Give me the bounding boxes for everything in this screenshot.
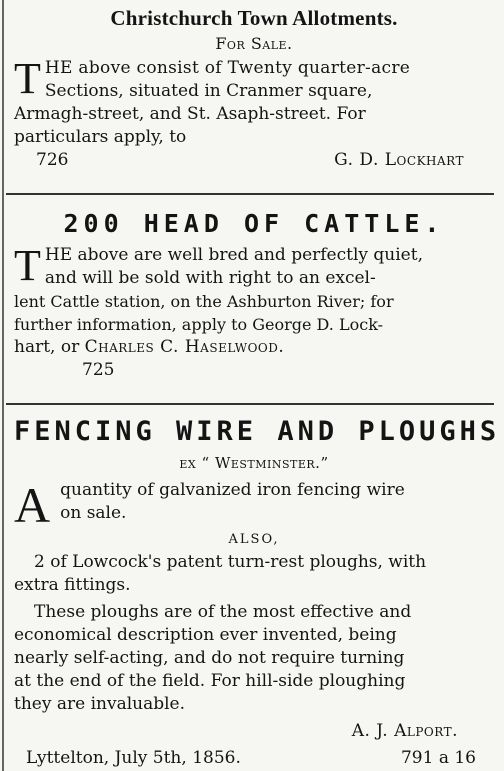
ad-number: 791 a 16 <box>400 748 476 768</box>
ad-footer <box>14 149 494 172</box>
person-name: Charles C. Haselwood. <box>84 337 285 357</box>
body-line: quantity of galvanized iron fencing wire <box>60 480 405 500</box>
ad-number: 725 <box>82 360 115 380</box>
ad-title: FENCING WIRE AND PLOUGHS <box>14 416 501 447</box>
ad-title: Christchurch Town Allotments. <box>110 6 398 30</box>
body-line: 2 of Lowcock's patent turn-rest ploughs, with <box>34 552 427 572</box>
body-line <box>14 336 494 359</box>
ad-body <box>14 479 494 716</box>
column-rule <box>2 0 4 771</box>
place-date: Lyttelton, July 5th, 1856. <box>26 748 241 768</box>
body-line: on sale. <box>60 503 127 523</box>
advertisement-town-allotments <box>14 4 494 172</box>
drop-cap: T <box>14 241 41 290</box>
ad-signer: A. J. Alport. <box>351 721 458 741</box>
body-line: HE above consist of Twenty quarter-acre <box>44 58 411 78</box>
body-line: Armagh-street, and St. Asaph-street. For <box>14 104 366 124</box>
ad-number: 726 <box>36 150 69 170</box>
body-line: at the end of the field. For hill-side ploughing <box>14 671 406 691</box>
divider <box>6 403 494 405</box>
body-line: and will be sold with right to an excel- <box>44 268 376 288</box>
ad-signer: G. D. Lockhart <box>334 150 464 170</box>
body-line: they are invaluable. <box>14 694 186 714</box>
advertisement-fencing-wire <box>14 412 501 770</box>
body-line: further information, apply to George D. Lock- <box>14 315 384 334</box>
ad-body <box>14 54 494 149</box>
drop-cap: T <box>14 54 41 103</box>
body-line: These ploughs are of the most effective and <box>34 602 412 622</box>
ad-footer <box>14 743 494 770</box>
body-line: extra fittings. <box>14 575 131 595</box>
body-line: particulars apply, to <box>14 127 187 147</box>
advertisement-cattle <box>14 204 494 382</box>
body-line: lent Cattle station, on the Ashburton River; for <box>14 292 394 311</box>
ad-title: 200 HEAD OF CATTLE. <box>63 209 445 238</box>
body-text: hart, or <box>14 337 85 357</box>
body-line: nearly self-acting, and do not require turning <box>14 648 405 668</box>
ad-body <box>14 241 494 359</box>
drop-cap: A <box>14 477 51 533</box>
ad-subtitle: For Sale. <box>215 34 293 53</box>
body-line: HE above are well bred and perfectly quiet, <box>44 245 423 265</box>
also-label: ALSO, <box>228 532 280 547</box>
body-line: economical description ever invented, being <box>14 625 397 645</box>
body-line: Sections, situated in Cranmer square, <box>44 81 373 101</box>
ad-subtitle: ex “ Westminster.” <box>179 454 329 472</box>
divider <box>6 193 494 195</box>
